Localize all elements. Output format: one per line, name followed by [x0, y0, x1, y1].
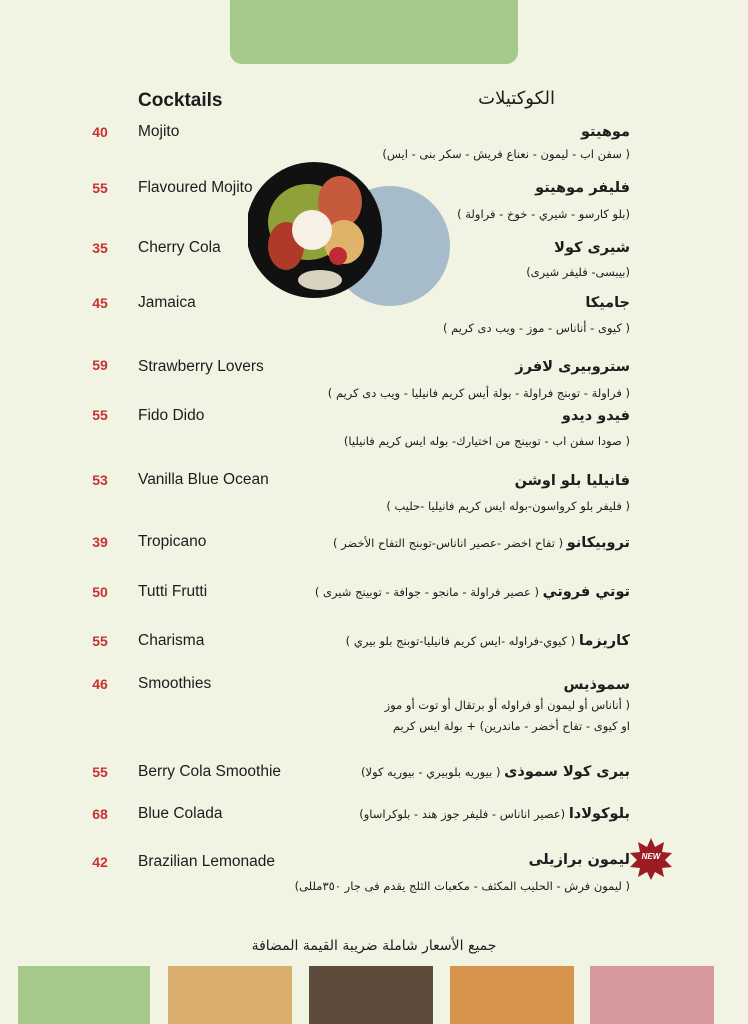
drink-photo [248, 160, 458, 310]
item-name-en-strawberry-lovers: Strawberry Lovers [138, 358, 264, 375]
item-name-ar-mojito: موهيتو [580, 124, 630, 140]
price-flavoured-mojito: 55 [92, 180, 108, 196]
item-desc-ar-blue-colada: (عصير اناناس - فليفر جوز هند - بلوكراساو) [359, 807, 566, 821]
price-tutti-frutti: 50 [92, 584, 108, 600]
price-cherry-cola: 35 [92, 240, 108, 256]
item-desc-ar-tutti-frutti: ( عصير فراولة - مانجو - جوافة - توبينج شيرى ) [314, 585, 539, 599]
item-desc-ar-cherry-cola: (بيبسى- فليفر شيرى) [526, 265, 630, 279]
item-desc-ar-mojito: ( سفن اب - ليمون - نعناع فريش - سكر بنى - ايس) [382, 147, 630, 161]
item-name-ar-jamaica: جاميكا [585, 295, 630, 311]
item-name-en-berry-cola-smoothie: Berry Cola Smoothie [138, 763, 282, 780]
item-name-en-cherry-cola: Cherry Cola [138, 239, 221, 256]
color-swatch [18, 966, 150, 1024]
new-badge-label: NEW [641, 852, 661, 861]
item-name-en-blue-colada: Blue Colada [138, 805, 223, 822]
item-desc-ar-tropicano: ( تفاح اخضر -عصير اناناس-توبنج التفاح الأخضر ) [333, 536, 564, 550]
item-desc-ar-jamaica: ( كيوى - أناناس - موز - ويب دى كريم ) [442, 321, 630, 335]
item-desc-ar-vanilla-blue-ocean: ( فليفر بلو كرواسون-بوله ايس كريم فانيليا -حليب ) [386, 499, 630, 513]
item-name-ar-brazilian-lemonade: ليمون برازيلى [528, 852, 630, 868]
item-name-ar-smoothies: سموذيس [563, 677, 630, 693]
item-name-en-charisma: Charisma [138, 632, 205, 649]
item-name-ar-tropicano: تروبيكانو [566, 535, 630, 551]
item-name-en-smoothies: Smoothies [138, 675, 212, 692]
item-name-ar-charisma: كاريزما [578, 633, 630, 649]
item-name-ar-vanilla-blue-ocean: فانيليا بلو اوشن [514, 473, 630, 489]
footer-vat-note: جميع الأسعار شاملة ضريبة القيمة المضافة [251, 938, 497, 954]
item-name-ar-fido-dido: فيدو ديدو [561, 408, 630, 424]
price-mojito: 40 [92, 124, 108, 140]
top-tab [230, 0, 518, 64]
item-name-en-mojito: Mojito [138, 123, 180, 140]
item-line-ar-berry-cola-smoothie [361, 764, 630, 780]
item-desc-ar-charisma: ( كيوي-فراوله -ايس كريم فانيليا-توبنج بلو بيري ) [345, 634, 576, 648]
item-desc-ar-berry-cola-smoothie: ( بيوريه بلوبيري - بيوريه كولا) [361, 765, 501, 779]
color-swatch [590, 966, 714, 1024]
item-line-ar-blue-colada [359, 806, 630, 822]
item-name-en-jamaica: Jamaica [138, 294, 196, 311]
item-name-ar-berry-cola-smoothie: بيرى كولا سموذى [504, 764, 630, 780]
price-smoothies: 46 [92, 676, 108, 692]
item-line-ar-charisma [346, 633, 630, 649]
item-desc-ar-flavoured-mojito: (بلو كارسو - شيري - خوخ - فراولة ) [457, 207, 630, 221]
price-jamaica: 45 [92, 295, 108, 311]
item-name-en-tutti-frutti: Tutti Frutti [138, 583, 208, 600]
item-desc2-ar-smoothies: او كيوى - تفاح أخضر - ماندرين) + بولة ايس كريم [392, 719, 630, 733]
color-swatch [450, 966, 574, 1024]
item-name-ar-cherry-cola: شيرى كولا [554, 240, 630, 256]
price-brazilian-lemonade: 42 [92, 854, 108, 870]
item-desc-ar-fido-dido: ( صودا سفن اب - توبينج من اختيارك- بوله ايس كريم فانيليا) [343, 434, 630, 448]
item-name-en-vanilla-blue-ocean: Vanilla Blue Ocean [138, 471, 269, 488]
color-swatch [309, 966, 433, 1024]
item-name-ar-tutti-frutti: توتي فروتي [542, 584, 630, 600]
item-desc-ar-smoothies: ( أناناس أو ليمون أو فراوله أو برتقال أو توت أو موز [384, 698, 630, 712]
item-line-ar-tutti-frutti [315, 584, 630, 600]
color-swatch [168, 966, 292, 1024]
new-badge [630, 838, 672, 880]
price-blue-colada: 68 [92, 806, 108, 822]
section-title-ar: الكوكتيلات [478, 88, 555, 109]
price-fido-dido: 55 [92, 407, 108, 423]
price-berry-cola-smoothie: 55 [92, 764, 108, 780]
price-charisma: 55 [92, 633, 108, 649]
item-name-en-fido-dido: Fido Dido [138, 407, 205, 424]
item-desc-ar-strawberry-lovers: ( فراولة - توبنج فراولة - بولة أيس كريم فانيليا - ويب دى كريم ) [327, 386, 630, 400]
price-strawberry-lovers: 59 [92, 357, 108, 373]
price-vanilla-blue-ocean: 53 [92, 472, 108, 488]
item-name-ar-flavoured-mojito: فليفر موهيتو [535, 180, 630, 196]
item-name-en-brazilian-lemonade: Brazilian Lemonade [138, 853, 276, 870]
item-line-ar-tropicano [333, 535, 630, 551]
item-name-en-tropicano: Tropicano [138, 533, 207, 550]
item-name-ar-blue-colada: بلوكولادا [568, 806, 630, 822]
item-name-ar-strawberry-lovers: ستروبيرى لافرز [515, 359, 630, 375]
section-title-en: Cocktails [138, 90, 223, 111]
item-name-en-flavoured-mojito: Flavoured Mojito [138, 179, 253, 196]
price-tropicano: 39 [92, 534, 108, 550]
item-desc-ar-brazilian-lemonade: ( ليمون فرش - الحليب المكثف - مكعبات الثلج يقدم فى جار ٣٥٠مللى) [294, 879, 630, 893]
